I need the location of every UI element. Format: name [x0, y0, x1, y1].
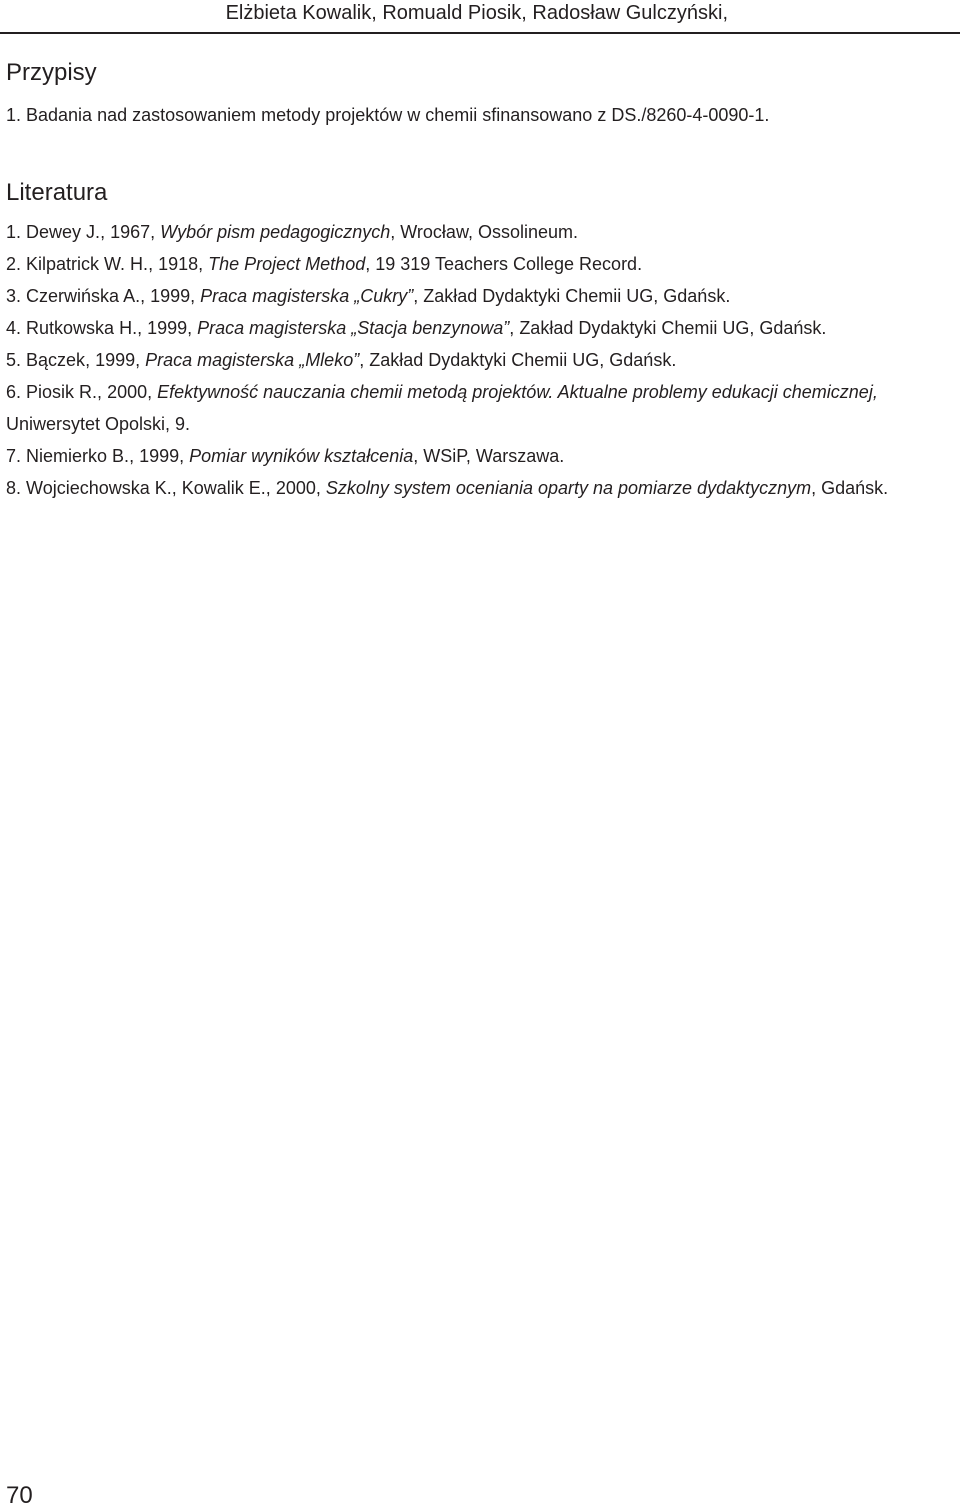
reference-item-2: 2. Kilpatrick W. H., 1918, The Project Method, 19 319 Teachers College Record. [6, 254, 643, 274]
reference-year: 1999 [139, 446, 180, 466]
reference-label: 4. [6, 318, 22, 338]
reference-rest: Gdańsk. [821, 478, 889, 498]
reference-rest: Zakład Dydaktyki Chemii UG, Gdańsk. [519, 318, 827, 338]
reference-author: Bączek [26, 350, 86, 370]
reference-author: Dewey J. [26, 222, 101, 242]
reference-author: Kilpatrick W. H. [26, 254, 149, 274]
reference-label: 5. [6, 350, 22, 370]
reference-title: Wybór pism pedagogicznych [160, 222, 391, 242]
reference-item-6-line-1: 6. Piosik R., 2000, Efektywność nauczania chemii metodą projektów. Aktualne problemy edukacji chemicznej, [6, 382, 878, 402]
footnotes-heading: Przypisy [6, 59, 97, 86]
reference-rest: 19 319 Teachers College Record. [375, 254, 643, 274]
reference-item-5: 5. Bączek, 1999, Praca magisterska „Mleko”, Zakład Dydaktyki Chemii UG, Gdańsk. [6, 350, 677, 370]
reference-author: Czerwińska A. [26, 286, 141, 306]
reference-label: 2. [6, 254, 22, 274]
reference-item-4: 4. Rutkowska H., 1999, Praca magisterska „Stacja benzynowa”, Zakład Dydaktyki Chemii UG, Gdańsk. [6, 318, 827, 338]
reference-label: 6. [6, 382, 22, 402]
reference-label: 8. [6, 478, 22, 498]
reference-item-7: 7. Niemierko B., 1999, Pomiar wyników kształcenia, WSiP, Warszawa. [6, 446, 565, 466]
reference-author: Niemierko B. [26, 446, 130, 466]
reference-rest: Zakład Dydaktyki Chemii UG, Gdańsk. [423, 286, 731, 306]
reference-title: Praca magisterska „Cukry” [200, 286, 414, 306]
references-heading: Literatura [6, 179, 108, 206]
reference-rest: Wrocław, Ossolineum. [400, 222, 578, 242]
running-header-authors: Elżbieta Kowalik, Romuald Piosik, Radosław Gulczyński, [225, 2, 728, 24]
reference-year: 1918 [158, 254, 199, 274]
reference-title: The Project Method [208, 254, 366, 274]
reference-author: Wojciechowska K., Kowalik E. [26, 478, 266, 498]
reference-year: 1999 [147, 318, 188, 338]
reference-year: 1967 [110, 222, 151, 242]
reference-item-3: 3. Czerwińska A., 1999, Praca magisterska „Cukry”, Zakład Dydaktyki Chemii UG, Gdańsk. [6, 286, 731, 306]
reference-title: Praca magisterska „Mleko” [145, 350, 360, 370]
reference-title: Szkolny system oceniania oparty na pomiarze dydaktycznym [325, 478, 812, 498]
reference-year: 1999 [95, 350, 136, 370]
reference-item-1: 1. Dewey J., 1967, Wybór pism pedagogicznych, Wrocław, Ossolineum. [6, 222, 578, 242]
reference-label: 3. [6, 286, 22, 306]
reference-item-6-line-2 [6, 412, 190, 436]
footnote-item: 1. Badania nad zastosowaniem metody projektów w chemii sfinansowano z DS./8260-4-0090-1. [6, 105, 770, 125]
reference-author: Piosik R. [26, 382, 98, 402]
reference-label: 1. [6, 222, 22, 242]
reference-author: Rutkowska H. [26, 318, 138, 338]
reference-title: Praca magisterska „Stacja benzynowa” [197, 318, 510, 338]
reference-label: 7. [6, 446, 22, 466]
reference-title: Efektywność nauczania chemii metodą projektów. Aktualne problemy edukacji chemicznej, [157, 382, 878, 402]
reference-year: 1999 [150, 286, 191, 306]
reference-rest: Zakład Dydaktyki Chemii UG, Gdańsk. [369, 350, 677, 370]
reference-year: 2000 [107, 382, 148, 402]
page-number: 70 [6, 1482, 33, 1509]
running-header [0, 0, 960, 34]
reference-title: Pomiar wyników kształcenia [189, 446, 414, 466]
reference-rest: WSiP, Warszawa. [423, 446, 565, 466]
reference-item-8: 8. Wojciechowska K., Kowalik E., 2000, Szkolny system oceniania oparty na pomiarze dydaktycznym, Gdańsk. [6, 478, 889, 498]
reference-rest: Uniwersytet Opolski, 9. [6, 414, 191, 434]
reference-year: 2000 [275, 478, 316, 498]
